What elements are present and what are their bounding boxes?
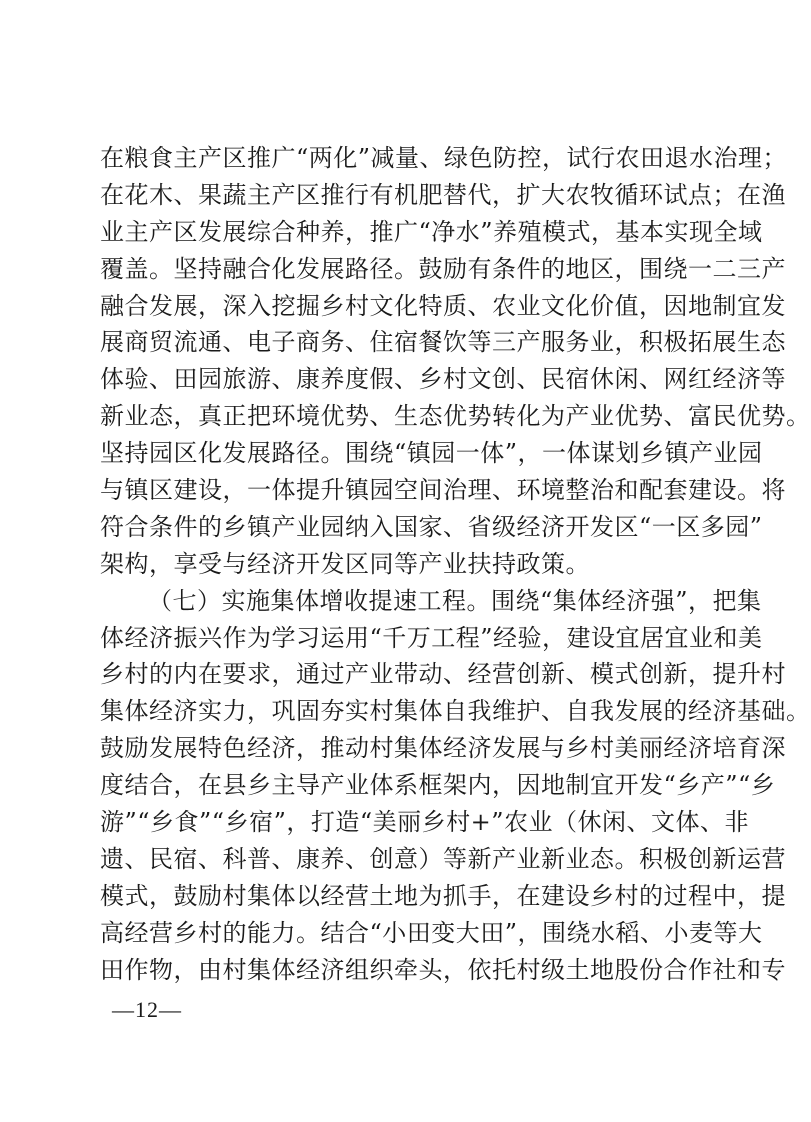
text-line: 在粮食主产区推广“两化”减量、绿色防控，试行农田退水治理； [100, 144, 788, 172]
text-line: 游”“乡食”“乡宿”，打造“美丽乡村+”农业（休闲、文体、非 [100, 808, 749, 837]
text-line: 架构，享受与经济开发区同等产业扶持政策。 [100, 549, 590, 578]
text-line: 模式，鼓励村集体以经营土地为抓手，在建设乡村的过程中，提 [100, 881, 786, 910]
text-line: 鼓励发展特色经济，推动村集体经济发展与乡村美丽经济培育深 [100, 734, 786, 763]
text-line: 集体经济实力，巩固夯实村集体自我维护、自我发展的经济基础。 [100, 697, 811, 726]
text-line: 覆盖。坚持融合化发展路径。鼓励有条件的地区，围绕一二三产 [100, 254, 786, 283]
text-line: 在花木、果蔬主产区推行有机肥替代，扩大农牧循环试点；在渔 [100, 180, 786, 209]
text-line: 遗、民宿、科普、康养、创意）等新产业新业态。积极创新运营 [100, 844, 786, 873]
text-line: 高经营乡村的能力。结合“小田变大田”，围绕水稻、小麦等大 [100, 918, 763, 947]
text-line: 融合发展，深入挖掘乡村文化特质、农业文化价值，因地制宜发 [100, 291, 786, 320]
text-line: 坚持园区化发展路径。围绕“镇园一体”，一体谋划乡镇产业园 [100, 439, 763, 468]
text-line: 体验、田园旅游、康养度假、乡村文创、民宿休闲、网红经济等 [100, 365, 786, 394]
text-line: 业主产区发展综合种养，推广“净水”养殖模式，基本实现全域 [100, 217, 763, 246]
text-line: 乡村的内在要求，通过产业带动、经营创新、模式创新，提升村 [100, 660, 786, 689]
text-line: 符合条件的乡镇产业园纳入国家、省级经济开发区“一区多园” [100, 512, 763, 541]
text-line: 田作物，由村集体经济组织牵头，依托村级土地股份合作社和专 [100, 955, 786, 984]
text-line: 新业态，真正把环境优势、生态优势转化为产业优势、富民优势。 [100, 402, 811, 431]
text-line: 体经济振兴作为学习运用“千万工程”经验，建设宜居宜业和美 [100, 623, 763, 652]
page-number: —12— [112, 997, 182, 1022]
text-line: 度结合，在县乡主导产业体系框架内，因地制宜开发“乡产”“乡 [100, 771, 776, 800]
text-line: 与镇区建设，一体提升镇园空间治理、环境整治和配套建设。将 [100, 476, 786, 505]
text-line: 展商贸流通、电子商务、住宿餐饮等三产服务业，积极拓展生态 [100, 328, 786, 357]
section-heading-line: （七）实施集体增收提速工程。围绕“集体经济强”，把集 [148, 586, 762, 615]
body-text [100, 140, 811, 988]
